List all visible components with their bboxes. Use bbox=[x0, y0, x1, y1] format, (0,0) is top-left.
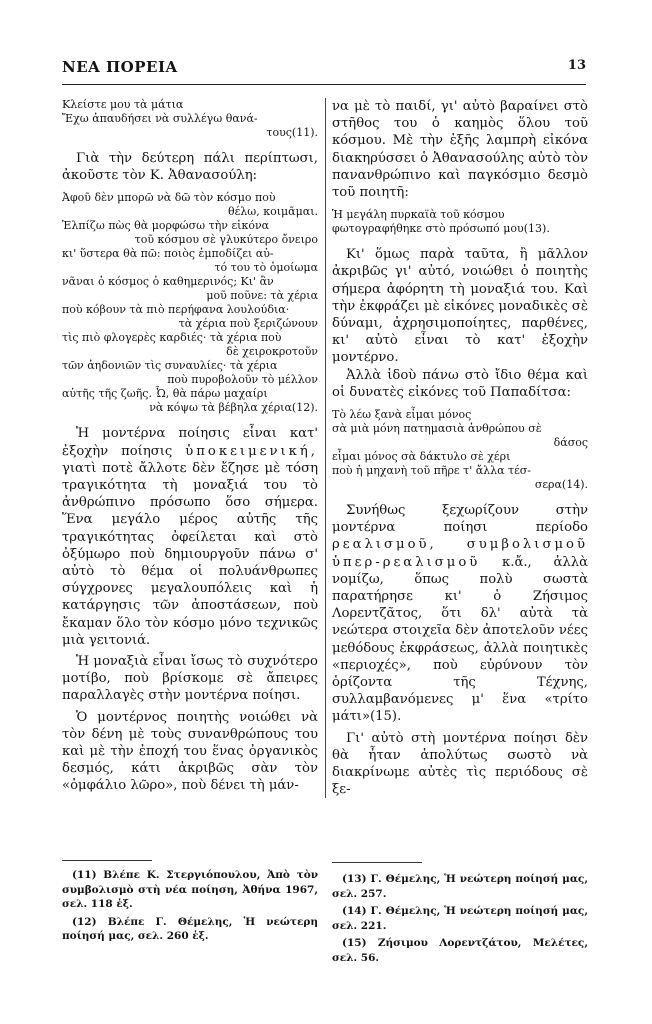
poem-line: σὰ μιὰ μόνη πατημασιὰ ἀνθρώπου σὲ bbox=[332, 422, 542, 436]
paragraph bbox=[332, 502, 588, 726]
paragraph: να μὲ τὸ παιδί, γι' αὐτὸ βαραίνει στὸ στῆθος του ὁ καημὸς ὅλου τοῦ κόσμου. Μὲ τὴν ἑξῆς λαμπρὴ εἰκόνα διακηρύσσει ὁ Ἀθανασούλης αὐτὸ τὸν πανανθρώπινο καὶ παγκόσμιο δεσμὸ τοῦ ποιητῆ: bbox=[332, 99, 588, 201]
poem-line: εἶμαι μόνος σὰ δάκτυλο σὲ χέρι bbox=[332, 450, 511, 464]
poem-excerpt-athanasoulis bbox=[62, 191, 318, 415]
poem-line: τῶν ἀηδονιῶν τὶς συναυλίες· τὰ χέρια bbox=[62, 359, 278, 373]
text-run: γιατὶ ποτὲ ἄλλοτε δὲν ἔζησε μὲ τόση τραγικότητα τὴ μοναξιά του τὸ ἀνθρώπινο πρόσωπο ὅσο σήμερα. Ἕνα μεγάλο μέρος αὐτῆς τῆς τραγικότητας ὀφείλεται καὶ στὸ ὀξύμωρο ποὺ δημιουργοῦν πάνω σ' αὐτὸ τὸ θέμα οἱ πολυάνθρωπες σύγχρονες μεγαλουπόλεις καὶ ἡ κατάργησις τῶν ἀποστάσεων, ποὺ ἔκαμαν ὅλο τὸν κόσμο μόνο τεχνικῶς μιὰ γειτονιά. bbox=[62, 460, 318, 648]
footnote-rule bbox=[62, 860, 152, 861]
paragraph: Ὁ μοντέρνος ποιητὴς νοιώθει νὰ τὸν δένη μὲ τοὺς συνανθρώπους του καὶ μὲ τὴν ἐποχή του ἕνας ὀργανικὸς δεσμός, κάτι ἀκριβῶς σὰν τὸν «ὀμφάλιο λῶρο», ποὺ δένει τὴ μάν- bbox=[62, 709, 318, 794]
footnote-rule bbox=[332, 862, 422, 863]
poem-line: σερα(14). bbox=[534, 478, 588, 492]
paragraph: Κι' ὅμως παρὰ ταῦτα, ἢ μᾶλλον ἀκριβῶς γι' αὐτό, νοιώθει ὁ ποιητὴς σήμερα ἀφόρητη τὴ μοναξιά του. Καὶ τὴν ἐκφράζει μὲ εἰκόνες μοναδικὲς σὲ δύναμι, ἀχρησιμοποίητες, παρθένες, κι' αὐτὸ εἶναι τὸ κατ' ἐξοχὴν μοντέρνο. bbox=[332, 247, 588, 366]
poem-line: δὲ χειροκροτοῦν bbox=[226, 345, 318, 359]
poem-line: Τὸ λέω ξανὰ εἶμαι μόνος bbox=[332, 408, 472, 422]
poem-line: νὰ κόψω τὰ βέβηλα χέρια(12). bbox=[149, 401, 318, 415]
text-run: κ.ἄ., ἀλλὰ νομίζω, ὅπως πολὺ σωστὰ παρατήρησε κι' ὁ Ζήσιμος Λορεντζᾶτος, ὅτι δλ' αὐτὰ τὰ νεώτερα στοιχεῖα δὲν ἀποτελοῦν νέες μεθόδους ἐκφράσεως, ἀλλὰ ποιητικὲς «περιοχές», ποὺ εὐρύνουν τὸν ὁρίζοντα τῆς Τέχνης, συλλαμβανόμενες μ' ἕνα «τρίτο μάτι»(15). bbox=[332, 554, 588, 725]
text-run: Ἡ μοντέρνα ποίησις εἶναι κατ' ἐξοχὴν ποίησις bbox=[62, 426, 318, 459]
left-column bbox=[62, 98, 318, 794]
paragraph: Ἡ μοναξιὰ εἶναι ἴσως τὸ συχνότερο μοτίβο, ποὺ βρίσκομε σὲ ἄπειρες παραλλαγὲς στὴν μοντέρνα ποίησι. bbox=[62, 654, 318, 704]
poem-line: ποὺ πυροβολοῦν τὸ μέλλον bbox=[167, 373, 318, 387]
paragraph: Ἀλλὰ ἰδοὺ πάνω στὸ ἴδιο θέμα καὶ οἱ δυνατὲς εἰκόνες τοῦ Παπαδίτσα: bbox=[332, 367, 588, 400]
footnote: (13) Γ. Θέμελης, Ἡ νεώτερη ποίησή μας, σελ. 257. bbox=[332, 873, 588, 900]
poem-line: νᾶναι ὁ κόσμος ὁ καθημερινός; Κι' ἂν bbox=[62, 275, 274, 289]
footnotes-right bbox=[332, 872, 588, 968]
text-run: Συνήθως ξεχωρίζουν στὴν μοντέρνα ποίησι περίοδο bbox=[332, 503, 588, 536]
spaced-emphasis: ρεαλισμοῦ, συμβολισμοῦ ὑπερ-ρεαλισμοῦ bbox=[332, 537, 588, 570]
spaced-emphasis: ὑποκειμενική, bbox=[185, 443, 318, 459]
poem-line: τὰ χέρια ποὺ ξεριζώνουν bbox=[178, 317, 318, 331]
poem-excerpt-top bbox=[62, 98, 318, 140]
poem-line: Ἐλπίζω πὼς θὰ μορφώσω τὴν εἰκόνα bbox=[62, 219, 270, 233]
column-divider bbox=[325, 98, 326, 798]
right-column bbox=[332, 98, 588, 798]
poem-line: δάσος bbox=[553, 436, 588, 450]
poem-excerpt-papaditsas bbox=[332, 408, 588, 492]
footnotes-left bbox=[62, 868, 318, 947]
footnote: (11) Βλέπε Κ. Στεργιόπουλου, Ἀπὸ τὸν συμβολισμὸ στὴ νέα ποίηση, Ἀθήνα 1967, σελ. 118 ἑξ. bbox=[62, 869, 318, 910]
poem-line: Κλείστε μου τὰ μάτια bbox=[62, 98, 184, 111]
poem-line: μοῦ ποῦνε: τὰ χέρια bbox=[206, 289, 318, 303]
running-header bbox=[62, 58, 586, 85]
footnote: (15) Ζήσιμου Λορεντζάτου, Μελέτες, σελ. 56. bbox=[332, 937, 588, 964]
poem-line: Ἔχω ἀπαυδήσει νὰ συλλέγω θανά- bbox=[62, 112, 258, 125]
poem-line: Ἀφοῦ δὲν μπορῶ νὰ δῶ τὸν κόσμο ποὺ bbox=[62, 191, 276, 205]
poem-line: τό του τὸ ὁμοίωμα bbox=[214, 261, 318, 275]
paragraph: Γι' αὐτὸ στὴ μοντέρνα ποίησι δὲν θὰ ἦταν ἀπολύτως σωστὸ νὰ διακρίνωμε αὐτὲς τὶς περιόδους σὲ ξε- bbox=[332, 730, 588, 798]
quote-block bbox=[332, 208, 588, 236]
poem-line: τὶς πιὸ φλογερὲς καρδιές· τὰ χέρια ποὺ bbox=[62, 331, 282, 345]
page-number: 13 bbox=[567, 58, 586, 73]
quote-text: Ἡ μεγάλη πυρκαϊὰ τοῦ κόσμου φωτογραφήθηκε στὸ πρόσωπό μου(13). bbox=[332, 208, 550, 236]
paragraph bbox=[62, 425, 318, 649]
footnote: (12) Βλέπε Γ. Θέμελης, Ἡ νεώτερη ποίησή μας, σελ. 260 ἑξ. bbox=[62, 915, 318, 942]
journal-title: ΝΕΑ ΠΟΡΕΙΑ bbox=[62, 58, 178, 76]
poem-line: τους(11). bbox=[266, 126, 318, 139]
poem-line: ποὺ κόβουν τὰ πιὸ περήφανα λουλούδια· bbox=[62, 303, 290, 317]
paragraph: Γιὰ τὴν δεύτερη πάλι περίπτωσι, ἀκοῦστε τὸν Κ. Ἀθανασούλη: bbox=[62, 151, 318, 184]
poem-line: θέλω, κοιμᾶμαι. bbox=[227, 205, 318, 219]
poem-line: κι' ὕστερα θὰ πῶ: ποιὸς ἐμποδίζει αὐ- bbox=[62, 247, 274, 261]
poem-line: ποὺ ἡ μηχανὴ τοῦ πῆρε τ' ἄλλα τέσ- bbox=[332, 464, 532, 478]
poem-line: τοῦ κόσμου σὲ γλυκύτερο ὄνειρο bbox=[134, 233, 318, 247]
poem-line: αὐτῆς τῆς ζωῆς. Ὦ, θὰ πάρω μαχαίρι bbox=[62, 387, 268, 401]
footnote: (14) Γ. Θέμελης, Ἡ νεώτερη ποίησή μας, σελ. 221. bbox=[332, 905, 588, 932]
